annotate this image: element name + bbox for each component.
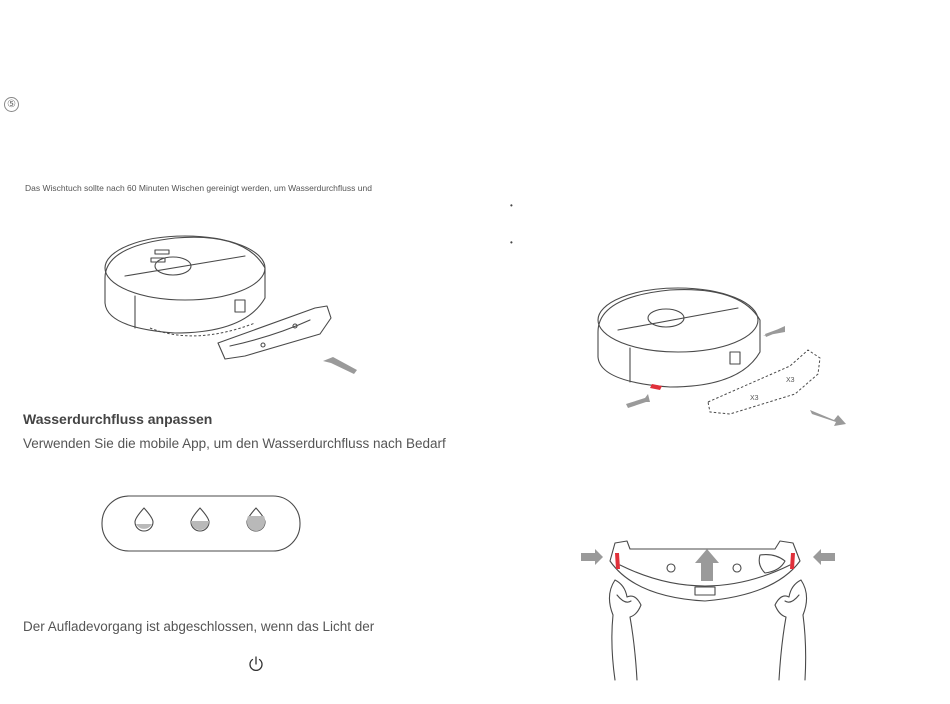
svg-text:X3: X3 bbox=[750, 395, 759, 402]
mop-bracket-install-illustration bbox=[95, 228, 370, 378]
bullet-1: • bbox=[510, 201, 513, 210]
hands-remove-mop-illustration bbox=[575, 535, 840, 685]
water-flow-text: Verwenden Sie die mobile App, um den Wasserdurchfluss nach Bedarf bbox=[23, 436, 446, 451]
step-number-five: ⑤ bbox=[4, 97, 19, 112]
water-drop-low-icon bbox=[135, 508, 153, 531]
mop-cleaning-note: Das Wischtuch sollte nach 60 Minuten Wischen gereinigt werden, um Wasserdurchfluss und bbox=[25, 183, 372, 193]
power-icon bbox=[247, 655, 265, 673]
water-drop-high-icon bbox=[247, 508, 265, 531]
svg-text:X3: X3 bbox=[786, 377, 795, 384]
water-level-selector-illustration bbox=[100, 494, 302, 554]
bullet-2: • bbox=[510, 238, 513, 247]
water-flow-heading: Wasserdurchfluss anpassen bbox=[23, 411, 213, 427]
water-drop-medium-icon bbox=[191, 508, 209, 531]
charging-complete-text: Der Aufladevorgang ist abgeschlossen, wenn das Licht der bbox=[23, 619, 375, 634]
mop-bracket-remove-illustration bbox=[590, 282, 855, 432]
